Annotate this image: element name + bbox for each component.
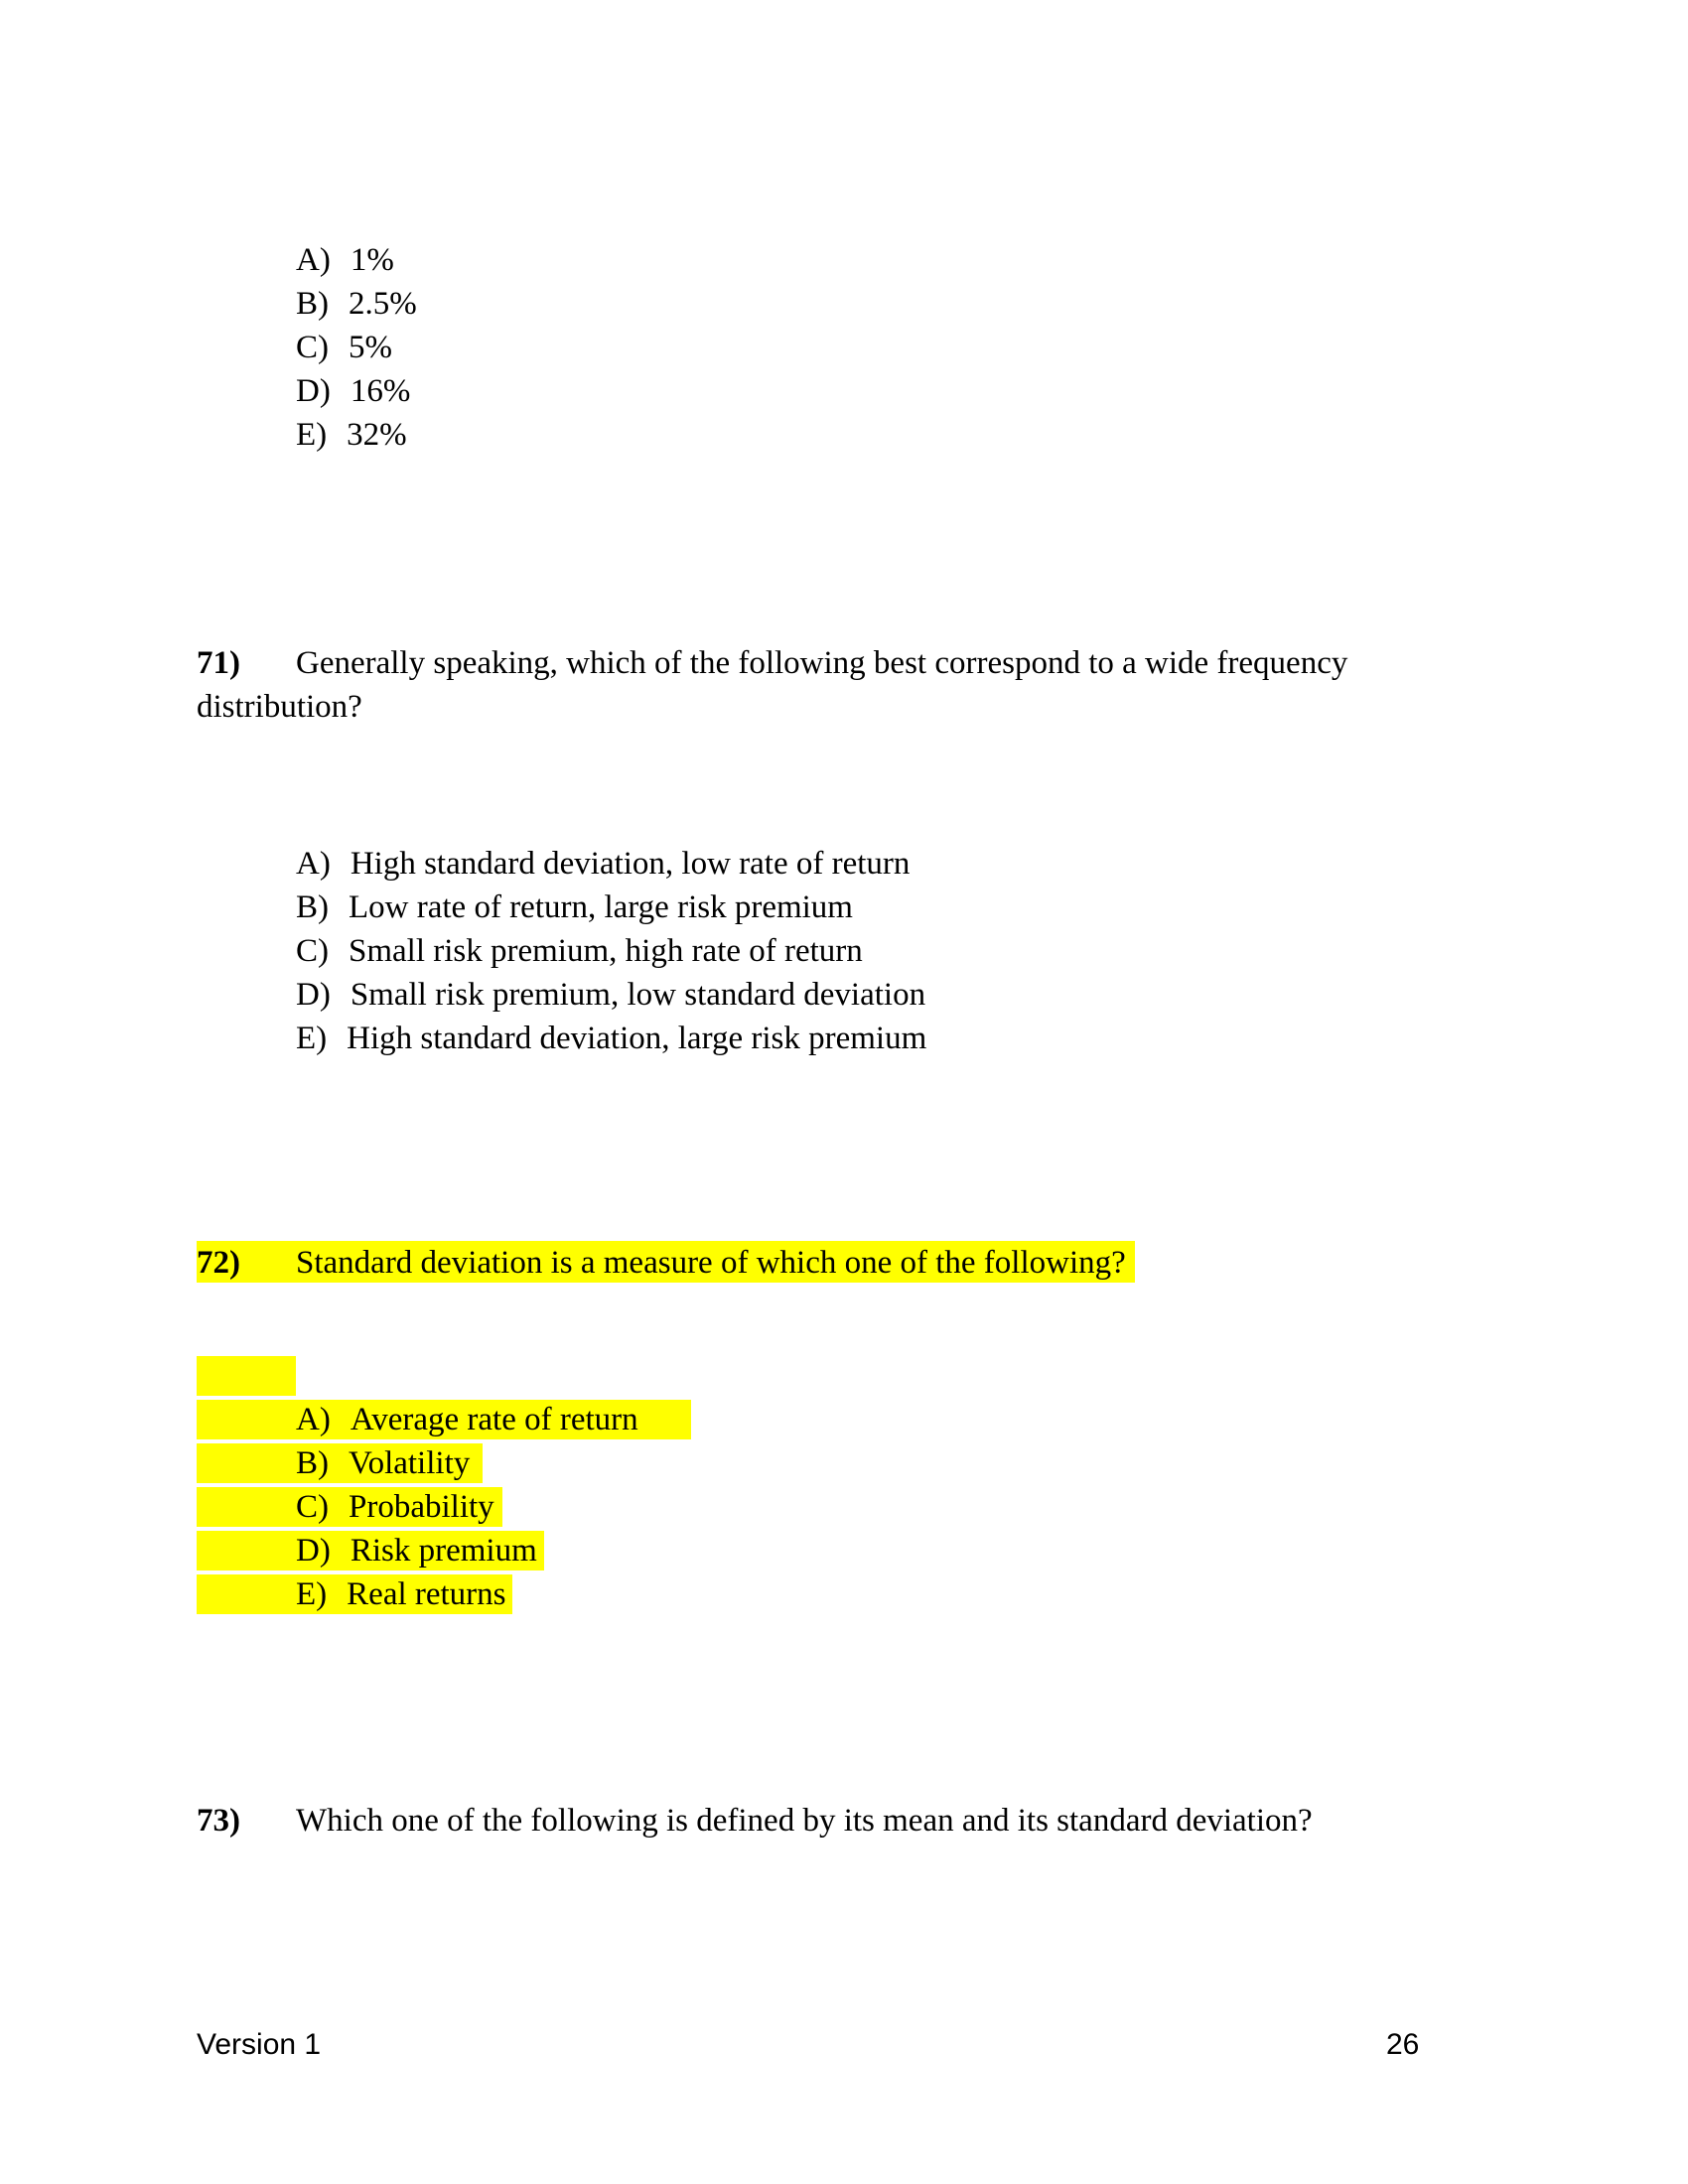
question-text-line-1: Generally speaking, which of the following best correspond to a wide frequency — [296, 645, 1348, 681]
question-text-line-2: distribution? — [197, 689, 362, 725]
option-b: B) 2.5% — [296, 286, 417, 322]
option-a: A) Average rate of return — [296, 1402, 638, 1437]
option-c: C) Small risk premium, high rate of return — [296, 933, 863, 969]
option-d: D) Risk premium — [296, 1533, 537, 1569]
footer-version: Version 1 — [197, 2028, 322, 2061]
question-number: 71) — [197, 645, 240, 681]
option-b: B) Volatility — [296, 1445, 471, 1481]
option-a: A) 1% — [296, 242, 394, 278]
footer-page-number: 26 — [1386, 2028, 1420, 2061]
option-e: E) High standard deviation, large risk premium — [296, 1021, 927, 1056]
option-c: C) Probability — [296, 1489, 494, 1525]
option-e: E) Real returns — [296, 1576, 506, 1612]
option-c: C) 5% — [296, 330, 392, 365]
option-a: A) High standard deviation, low rate of return — [296, 846, 911, 882]
option-d: D) 16% — [296, 373, 411, 409]
question-number: 72) — [197, 1245, 240, 1281]
question-number: 73) — [197, 1803, 240, 1839]
option-d: D) Small risk premium, low standard deviation — [296, 977, 926, 1013]
option-b: B) Low rate of return, large risk premium — [296, 889, 853, 925]
empty-line-highlight — [197, 1356, 296, 1396]
option-e: E) 32% — [296, 417, 407, 453]
question-text: Standard deviation is a measure of which one of the following? — [296, 1245, 1126, 1281]
question-text: Which one of the following is defined by its mean and its standard deviation? — [296, 1803, 1313, 1839]
